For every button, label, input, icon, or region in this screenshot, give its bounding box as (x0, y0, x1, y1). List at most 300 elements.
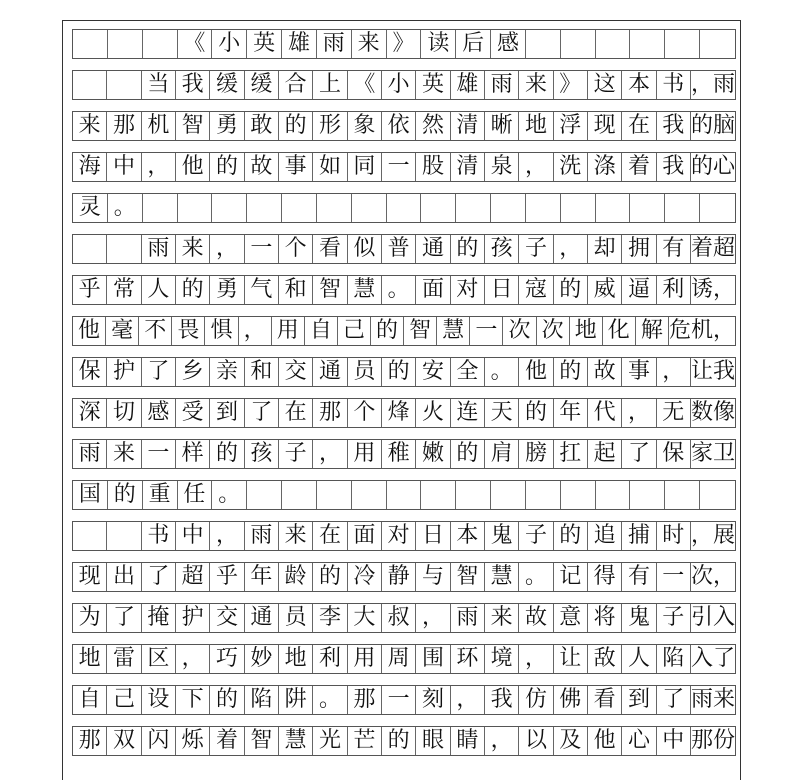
grid-cell: 《 (348, 71, 382, 99)
grid-cell: 护 (107, 358, 141, 386)
grid-cell: 境 (485, 645, 519, 673)
grid-cell: 环 (451, 645, 485, 673)
text-row (72, 603, 736, 633)
grid-cell (700, 481, 735, 509)
grid-cell: 地 (279, 645, 313, 673)
grid-cell (630, 194, 665, 222)
grid-cell: 肩 (485, 440, 519, 468)
grid-cell: 一 (245, 235, 279, 263)
grid-cell: 为 (73, 604, 107, 632)
grid-cell: 故 (588, 358, 622, 386)
grid-cell: 的 (382, 358, 416, 386)
grid-cell: 捕 (622, 522, 656, 550)
grid-cell: 超 (176, 563, 210, 591)
grid-cell: 那 (313, 399, 347, 427)
grid-cell: 慧 (485, 563, 519, 591)
grid-cell: 了 (107, 604, 141, 632)
grid-cell: 嫩 (416, 440, 450, 468)
grid-cell: 日 (416, 522, 450, 550)
grid-cell: 与 (416, 563, 450, 591)
grid-cell: 龄 (279, 563, 313, 591)
grid-cell: 到 (210, 399, 244, 427)
grid-cell (561, 481, 596, 509)
grid-cell: 上 (313, 71, 347, 99)
grid-cell (561, 30, 596, 58)
grid-cell: 》 (387, 30, 422, 58)
grid-cell: 化 (603, 317, 636, 345)
grid-cell: 下 (176, 686, 210, 714)
grid-cell (630, 481, 665, 509)
grid-cell: 对 (382, 522, 416, 550)
grid-cell: 员 (348, 358, 382, 386)
grid-cell (456, 194, 491, 222)
grid-cell: 员 (279, 604, 313, 632)
grid-cell: 本 (622, 71, 656, 99)
grid-cell: 数像 (690, 400, 735, 425)
grid-cell: 畏 (172, 317, 205, 345)
grid-cell (526, 30, 561, 58)
grid-cell: 小 (212, 30, 247, 58)
grid-cell: 智 (404, 317, 437, 345)
grid-cell: ， (554, 235, 588, 263)
grid-cell (73, 522, 107, 550)
grid-cell: 亲 (210, 358, 244, 386)
grid-cell: 保 (73, 358, 107, 386)
text-row (72, 685, 736, 715)
grid-cell: 的 (279, 112, 313, 140)
grid-cell: 故 (519, 604, 553, 632)
grid-cell: 样 (176, 440, 210, 468)
text-row (72, 234, 736, 264)
grid-cell: 芒 (348, 727, 382, 755)
grid-cell: 乎 (210, 563, 244, 591)
grid-cell: 了 (142, 563, 176, 591)
grid-cell: 了 (142, 358, 176, 386)
grid-cell: 陷 (657, 645, 691, 673)
grid-cell: 雨 (142, 235, 176, 263)
grid-cell (491, 481, 526, 509)
grid-cell: 来 (279, 522, 313, 550)
grid-cell (107, 522, 141, 550)
grid-cell: 的 (371, 317, 404, 345)
grid-cell: 涤 (588, 153, 622, 181)
grid-cell: 自 (305, 317, 338, 345)
grid-cell: ， (210, 235, 244, 263)
text-row (72, 480, 736, 510)
grid-cell: 泉 (485, 153, 519, 181)
grid-cell: 地 (570, 317, 603, 345)
grid-cell: 慧 (279, 727, 313, 755)
grid-cell (143, 30, 178, 58)
grid-cell: 天 (485, 399, 519, 427)
grid-cell: 掩 (142, 604, 176, 632)
grid-cell: 雨 (317, 30, 352, 58)
grid-cell: 《 (178, 30, 213, 58)
grid-cell: ， (142, 153, 176, 181)
grid-cell: 然 (416, 112, 450, 140)
text-row (72, 152, 736, 182)
grid-cell: 英 (247, 30, 282, 58)
grid-cell: 保 (657, 440, 691, 468)
grid-cell: 似 (348, 235, 382, 263)
grid-cell: 年 (245, 563, 279, 591)
grid-cell: 敌 (588, 645, 622, 673)
grid-cell (352, 481, 387, 509)
grid-cell: 时 (657, 522, 691, 550)
grid-cell: 次， (690, 564, 735, 589)
grid-cell: 子 (657, 604, 691, 632)
grid-cell: 却 (588, 235, 622, 263)
text-row (72, 726, 736, 756)
grid-cell: 英 (416, 71, 450, 99)
text-row (72, 111, 736, 141)
grid-cell: 通 (245, 604, 279, 632)
grid-cell: 。 (485, 358, 519, 386)
grid-cell: 晰 (485, 112, 519, 140)
grid-cell (317, 194, 352, 222)
grid-cell: 日 (485, 276, 519, 304)
grid-cell: 深 (73, 399, 107, 427)
grid-cell: 双 (107, 727, 141, 755)
grid-cell: 有 (657, 235, 691, 263)
grid-cell: 智 (451, 563, 485, 591)
grid-cell: 阱 (279, 686, 313, 714)
grid-cell: 》 (554, 71, 588, 99)
grid-cell: 大 (348, 604, 382, 632)
grid-cell: 中 (107, 153, 141, 181)
grid-cell: 闪 (142, 727, 176, 755)
grid-cell: 的 (313, 563, 347, 591)
grid-cell: 雄 (282, 30, 317, 58)
text-row (72, 562, 736, 592)
grid-cell: 来 (519, 71, 553, 99)
grid-cell: 着超 (690, 236, 735, 261)
grid-cell: 心 (622, 727, 656, 755)
grid-cell: 寇 (519, 276, 553, 304)
grid-cell: 乡 (176, 358, 210, 386)
grid-cell (108, 30, 143, 58)
grid-cell: 来 (352, 30, 387, 58)
grid-cell: 慧 (437, 317, 470, 345)
grid-cell: 浮 (554, 112, 588, 140)
grid-cell: ， (485, 727, 519, 755)
grid-cell: ， (657, 358, 691, 386)
grid-cell: 了 (622, 440, 656, 468)
grid-cell: 常 (107, 276, 141, 304)
grid-cell: 的 (554, 522, 588, 550)
grid-cell: 膀 (519, 440, 553, 468)
grid-cell: 次 (537, 317, 570, 345)
grid-cell: 了 (657, 686, 691, 714)
grid-cell: 用 (348, 645, 382, 673)
grid-cell: 灵 (73, 194, 108, 222)
grid-cell: 一 (657, 563, 691, 591)
grid-cell: 慧 (348, 276, 382, 304)
text-row (72, 70, 736, 100)
grid-cell: 仿 (519, 686, 553, 714)
grid-cell: 现 (73, 563, 107, 591)
grid-cell: 中 (657, 727, 691, 755)
grid-cell (212, 194, 247, 222)
grid-cell: 的 (176, 276, 210, 304)
grid-cell: 烁 (176, 727, 210, 755)
grid-cell: 勇 (210, 276, 244, 304)
grid-cell: 受 (176, 399, 210, 427)
grid-cell: 的 (519, 399, 553, 427)
grid-cell: 雨 (485, 71, 519, 99)
grid-cell: 解 (636, 317, 669, 345)
grid-cell: 任 (178, 481, 213, 509)
grid-cell: 全 (451, 358, 485, 386)
grid-cell (107, 235, 141, 263)
grid-cell: 着 (622, 153, 656, 181)
grid-cell: 雷 (107, 645, 141, 673)
grid-cell: 用 (348, 440, 382, 468)
grid-cell: 光 (313, 727, 347, 755)
grid-cell: 子 (279, 440, 313, 468)
grid-cell: 地 (519, 112, 553, 140)
grid-cell: 他 (73, 317, 106, 345)
grid-cell: 意 (554, 604, 588, 632)
grid-cell: 自 (73, 686, 107, 714)
grid-cell: 利 (313, 645, 347, 673)
grid-cell: 让我 (690, 359, 735, 384)
grid-cell: 佛 (554, 686, 588, 714)
grid-cell: 安 (416, 358, 450, 386)
grid-cell: 雨 (451, 604, 485, 632)
grid-cell: 我 (657, 112, 691, 140)
grid-cell: 这 (588, 71, 622, 99)
grid-cell: 那 (348, 686, 382, 714)
grid-cell: 书 (657, 71, 691, 99)
grid-cell (178, 194, 213, 222)
grid-cell: 我 (485, 686, 519, 714)
text-row (72, 644, 736, 674)
grid-cell: 本 (451, 522, 485, 550)
grid-cell: 鬼 (622, 604, 656, 632)
grid-cell: 惧 (205, 317, 238, 345)
grid-cell: 巧 (210, 645, 244, 673)
grid-cell: 他 (176, 153, 210, 181)
grid-cell: 来 (485, 604, 519, 632)
grid-cell: 威 (588, 276, 622, 304)
grid-cell: 和 (245, 358, 279, 386)
grid-cell: 个 (279, 235, 313, 263)
grid-cell (73, 30, 108, 58)
grid-cell: 得 (588, 563, 622, 591)
grid-cell: 利 (657, 276, 691, 304)
grid-cell: 普 (382, 235, 416, 263)
grid-cell: 有 (622, 563, 656, 591)
grid-cell: 着 (210, 727, 244, 755)
grid-cell: 读 (421, 30, 456, 58)
grid-cell: 李 (313, 604, 347, 632)
grid-cell: 家卫 (690, 441, 735, 466)
grid-cell: 股 (416, 153, 450, 181)
grid-cell: 国 (73, 481, 108, 509)
grid-cell: 雨来 (690, 687, 735, 712)
grid-cell: 对 (451, 276, 485, 304)
grid-cell (596, 194, 631, 222)
grid-cell: 敢 (245, 112, 279, 140)
grid-cell: 那 (73, 727, 107, 755)
grid-cell: 海 (73, 153, 107, 181)
grid-cell: 的 (210, 440, 244, 468)
grid-cell: 事 (279, 153, 313, 181)
grid-cell: 的 (554, 276, 588, 304)
grid-cell: 缓 (210, 71, 244, 99)
grid-cell: 如 (313, 153, 347, 181)
grid-cell: 智 (176, 112, 210, 140)
grid-cell (387, 481, 422, 509)
grid-cell (526, 194, 561, 222)
grid-cell: ， (210, 522, 244, 550)
grid-cell: 一 (470, 317, 503, 345)
grid-cell: 陷 (245, 686, 279, 714)
grid-cell: 看 (588, 686, 622, 714)
grid-cell: 次 (503, 317, 536, 345)
text-row (72, 521, 736, 551)
grid-cell: 一 (382, 153, 416, 181)
grid-cell: 交 (279, 358, 313, 386)
grid-cell: 通 (416, 235, 450, 263)
grid-cell: 己 (107, 686, 141, 714)
grid-cell: 。 (519, 563, 553, 591)
grid-cell (526, 481, 561, 509)
grid-cell (596, 481, 631, 509)
grid-cell: 个 (348, 399, 382, 427)
grid-cell: 起 (588, 440, 622, 468)
grid-cell: 追 (588, 522, 622, 550)
grid-cell: 切 (107, 399, 141, 427)
grid-cell: 那 (107, 112, 141, 140)
grid-cell: 诱， (690, 277, 735, 302)
grid-cell: 稚 (382, 440, 416, 468)
grid-cell: ， (313, 440, 347, 468)
grid-cell: 。 (108, 194, 143, 222)
grid-cell: ，展 (690, 523, 735, 548)
grid-cell: 同 (348, 153, 382, 181)
grid-cell (665, 481, 700, 509)
grid-cell: 洗 (554, 153, 588, 181)
title-row (72, 29, 736, 59)
grid-cell: 雄 (451, 71, 485, 99)
grid-cell: 他 (588, 727, 622, 755)
grid-cell: 代 (588, 399, 622, 427)
grid-cell: 不 (139, 317, 172, 345)
grid-cell: 故 (245, 153, 279, 181)
grid-cell: 入了 (690, 646, 735, 671)
grid-cell: 孩 (485, 235, 519, 263)
grid-cell: 一 (382, 686, 416, 714)
grid-cell: 年 (554, 399, 588, 427)
grid-cell: 的 (108, 481, 143, 509)
grid-cell: 设 (142, 686, 176, 714)
grid-cell: 区 (142, 645, 176, 673)
grid-cell: 逼 (622, 276, 656, 304)
grid-cell (665, 30, 700, 58)
grid-cell: 引入 (690, 605, 735, 630)
grid-cell: 在 (622, 112, 656, 140)
grid-cell: 火 (416, 399, 450, 427)
grid-cell: 我 (176, 71, 210, 99)
grid-cell (665, 194, 700, 222)
text-row (72, 439, 736, 469)
text-row (72, 398, 736, 428)
grid-cell: 。 (212, 481, 247, 509)
grid-cell: 后 (456, 30, 491, 58)
grid-cell: 叔 (382, 604, 416, 632)
grid-cell: 毫 (106, 317, 139, 345)
grid-cell: 依 (382, 112, 416, 140)
grid-cell: 智 (245, 727, 279, 755)
grid-cell (596, 30, 631, 58)
grid-cell: 到 (622, 686, 656, 714)
grid-cell: 面 (416, 276, 450, 304)
grid-cell: 孩 (245, 440, 279, 468)
grid-cell: 形 (313, 112, 347, 140)
grid-cell: 及 (554, 727, 588, 755)
grid-cell: 智 (313, 276, 347, 304)
grid-cell (317, 481, 352, 509)
grid-cell (352, 194, 387, 222)
grid-cell (247, 481, 282, 509)
grid-cell: 刻 (416, 686, 450, 714)
grid-cell: 在 (279, 399, 313, 427)
grid-cell: 连 (451, 399, 485, 427)
grid-cell: ，雨 (690, 72, 735, 97)
grid-cell: 现 (588, 112, 622, 140)
grid-cell (700, 194, 735, 222)
grid-cell: 来 (176, 235, 210, 263)
grid-cell: ， (519, 645, 553, 673)
grid-cell: 缓 (245, 71, 279, 99)
grid-cell: 的心 (690, 154, 735, 179)
grid-cell: ， (416, 604, 450, 632)
grid-cell: 记 (554, 563, 588, 591)
grid-cell (561, 194, 596, 222)
grid-cell: ， (622, 399, 656, 427)
grid-cell: 雨 (245, 522, 279, 550)
text-row (72, 275, 736, 305)
grid-cell: 感 (491, 30, 526, 58)
grid-cell: ， (176, 645, 210, 673)
grid-cell: 面 (348, 522, 382, 550)
grid-cell: 围 (416, 645, 450, 673)
grid-cell (700, 30, 735, 58)
grid-cell: 。 (313, 686, 347, 714)
grid-cell: 拥 (622, 235, 656, 263)
grid-cell: 交 (210, 604, 244, 632)
grid-cell (247, 194, 282, 222)
grid-cell: 出 (107, 563, 141, 591)
grid-cell: 人 (622, 645, 656, 673)
grid-cell (421, 481, 456, 509)
grid-cell: 鬼 (485, 522, 519, 550)
grid-cell: 那份 (690, 728, 735, 753)
grid-cell: 的脑 (690, 113, 735, 138)
text-row (72, 316, 736, 346)
grid-cell: 当 (142, 71, 176, 99)
grid-cell: ， (519, 153, 553, 181)
grid-cell: 在 (313, 522, 347, 550)
grid-cell: 和 (279, 276, 313, 304)
text-row (72, 357, 736, 387)
grid-cell: 我 (657, 153, 691, 181)
grid-cell: 重 (143, 481, 178, 509)
grid-cell: 来 (107, 440, 141, 468)
text-row (72, 193, 736, 223)
